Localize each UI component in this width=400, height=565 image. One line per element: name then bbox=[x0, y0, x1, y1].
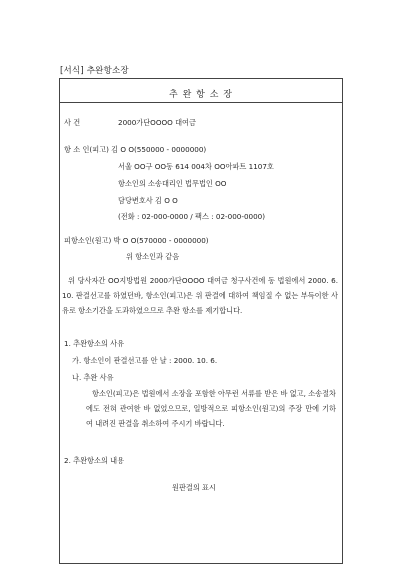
intro-paragraph: 위 당사자간 OO지방법원 2000가단OOOO 대여금 청구사건에 동 법원에서 2000. 6. 10. 판결선고를 하였던바, 항소인(피고)은 위 판결에 대하여 책임질 수 없는 부득이한 사유로 항소기간을 도과하였으므로 추완 항소를 제기합니다. bbox=[62, 276, 338, 315]
document-frame bbox=[59, 78, 343, 564]
section1-item-b-text: 항소인(피고)은 법원에서 소장을 포함한 아무런 서류를 받은 바 없고, 소송절차에도 전혀 관여한 바 없었으므로, 일방적으로 피항소인(원고)의 주장 만에 기하여 내려진 판결을 취소하여 주시기 바랍니다. bbox=[86, 389, 336, 428]
section1-item-b: 나. 추완 사유 bbox=[72, 373, 114, 382]
appellee-label: 피항소인(원고) 박 O O(570000 - 0000000) bbox=[64, 236, 209, 245]
appellant-contact: (전화 : 02-000-0000 / 팩스 : 02-000-0000) bbox=[118, 212, 266, 221]
case-label: 사 건 bbox=[64, 118, 81, 127]
case-value: 2000가단OOOO 대여금 bbox=[118, 118, 196, 127]
appellee-note: 위 항소인과 같음 bbox=[126, 252, 180, 261]
section2-heading: 2. 추완항소의 내용 bbox=[64, 456, 125, 465]
appellant-address: 서울 OO구 OO동 614 004차 OO아파트 1107호 bbox=[118, 162, 274, 171]
section1-heading: 1. 추완항소의 사유 bbox=[64, 339, 125, 348]
section1-item-a: 가. 항소인이 판결선고를 안 날 : 2000. 10. 6. bbox=[72, 356, 218, 365]
document-title: 추 완 항 소 장 bbox=[169, 90, 233, 100]
appellant-label: 항 소 인(피고) 김 O O(550000 - 0000000) bbox=[64, 145, 207, 154]
section2-subheading: 원판결의 표시 bbox=[172, 483, 216, 492]
appellant-agent: 항소인의 소송대리인 법무법인 OO bbox=[118, 179, 227, 188]
title-divider bbox=[60, 102, 342, 103]
form-caption: [서식] 추완항소장 bbox=[60, 66, 129, 76]
appellant-lawyer: 담당변호사 김 O O bbox=[118, 196, 178, 205]
